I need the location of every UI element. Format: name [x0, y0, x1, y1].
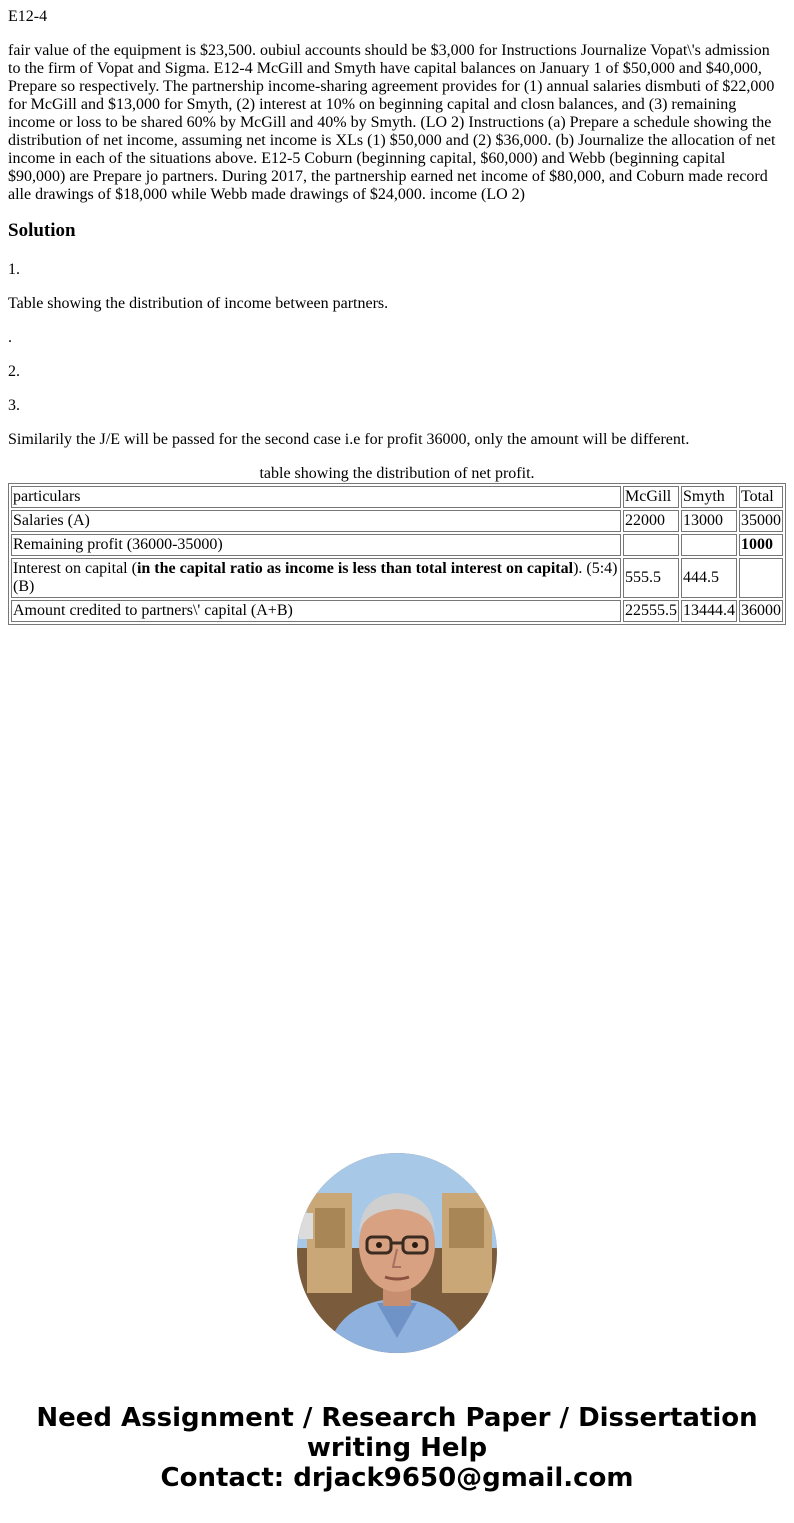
- header-total: Total: [739, 486, 783, 508]
- portrait-illustration: [297, 1153, 497, 1353]
- step-3-number: 3.: [8, 397, 20, 414]
- promo-contact-line: Contact: drjack9650@gmail.com: [160, 1463, 634, 1493]
- cell-smyth: 13000: [681, 510, 737, 532]
- row-label: Remaining profit (36000-35000): [11, 534, 621, 556]
- cell-mcgill: 22000: [623, 510, 679, 532]
- document-body: [0, 0, 794, 625]
- promo-banner: [0, 1403, 794, 1493]
- distribution-table: [8, 465, 786, 625]
- table-caption: table showing the distribution of net profit.: [259, 465, 535, 482]
- table-row: [11, 534, 783, 556]
- table-header-row: [11, 486, 783, 508]
- cell-smyth: 444.5: [681, 558, 737, 598]
- step-1-text: Table showing the distribution of income between partners.: [8, 295, 389, 312]
- cell-smyth: 13444.4: [681, 600, 737, 622]
- author-avatar: [297, 1153, 497, 1353]
- cell-total: [739, 534, 783, 556]
- table-row: [11, 600, 783, 622]
- step-2-number: 2.: [8, 363, 20, 380]
- similarly-note: Similarily the J/E will be passed for the second case i.e for profit 36000, only the amount will be different.: [8, 431, 690, 448]
- remaining-total-value: 1000: [741, 536, 773, 553]
- cell-mcgill: [623, 534, 679, 556]
- solution-heading: Solution: [8, 220, 76, 241]
- header-mcgill: McGill: [623, 486, 679, 508]
- table-row: [11, 510, 783, 532]
- promo-line-1: Need Assignment / Research Paper / Dissertation: [36, 1403, 758, 1433]
- cell-smyth: [681, 534, 737, 556]
- cell-total: 36000: [739, 600, 783, 622]
- promo-line-2: writing Help: [306, 1433, 488, 1463]
- interest-label-post: ). (5:4)(B): [13, 560, 618, 595]
- header-smyth: Smyth: [681, 486, 737, 508]
- table-row: [11, 558, 783, 598]
- cell-mcgill: 22555.5: [623, 600, 679, 622]
- interest-label-bold: in the capital ratio as income is less than total interest on capital: [136, 560, 574, 577]
- step-1-number: 1.: [8, 261, 20, 278]
- problem-header: E12-4: [8, 8, 48, 25]
- row-label: [11, 558, 621, 598]
- header-particulars: particulars: [11, 486, 621, 508]
- problem-text: fair value of the equipment is $23,500. oubiul accounts should be $3,000 for Instructions Journalize Vopat\'s admission to the firm of Vopat and Sigma. E12-4 McGill and Smyth have capital balances on January 1 of $50,000 and $40,000, Prepare so respectively. The partnership income-sharing agreement provides for (1) annual salaries dismbuti of $22,000 for McGill and $13,000 for Smyth, (2) interest at 10% on beginning capital and closn balances, and (3) remaining income or loss to be shared 60% by McGill and 40% by Smyth. (LO 2) Instructions (a) Prepare a schedule showing the distribution of net income, assuming net income is XLs (1) $50,000 and (2) $36,000. (b) Journalize the allocation of net income in each of the situations above. E12-5 Coburn (beginning capital, $60,000) and Webb (beginning capital $90,000) are Prepare jo partners. During 2017, the partnership earned net income of $80,000, and Coburn made record alle drawings of $18,000 while Webb made drawings of $24,000. income (LO 2): [8, 42, 776, 203]
- cell-mcgill: 555.5: [623, 558, 679, 598]
- cell-total: 35000: [739, 510, 783, 532]
- interest-label-pre: Interest on capital (: [13, 560, 137, 577]
- separator-dot: .: [8, 329, 12, 346]
- row-label: Salaries (A): [11, 510, 621, 532]
- cell-total: [739, 558, 783, 598]
- row-label: Amount credited to partners\' capital (A+B): [11, 600, 621, 622]
